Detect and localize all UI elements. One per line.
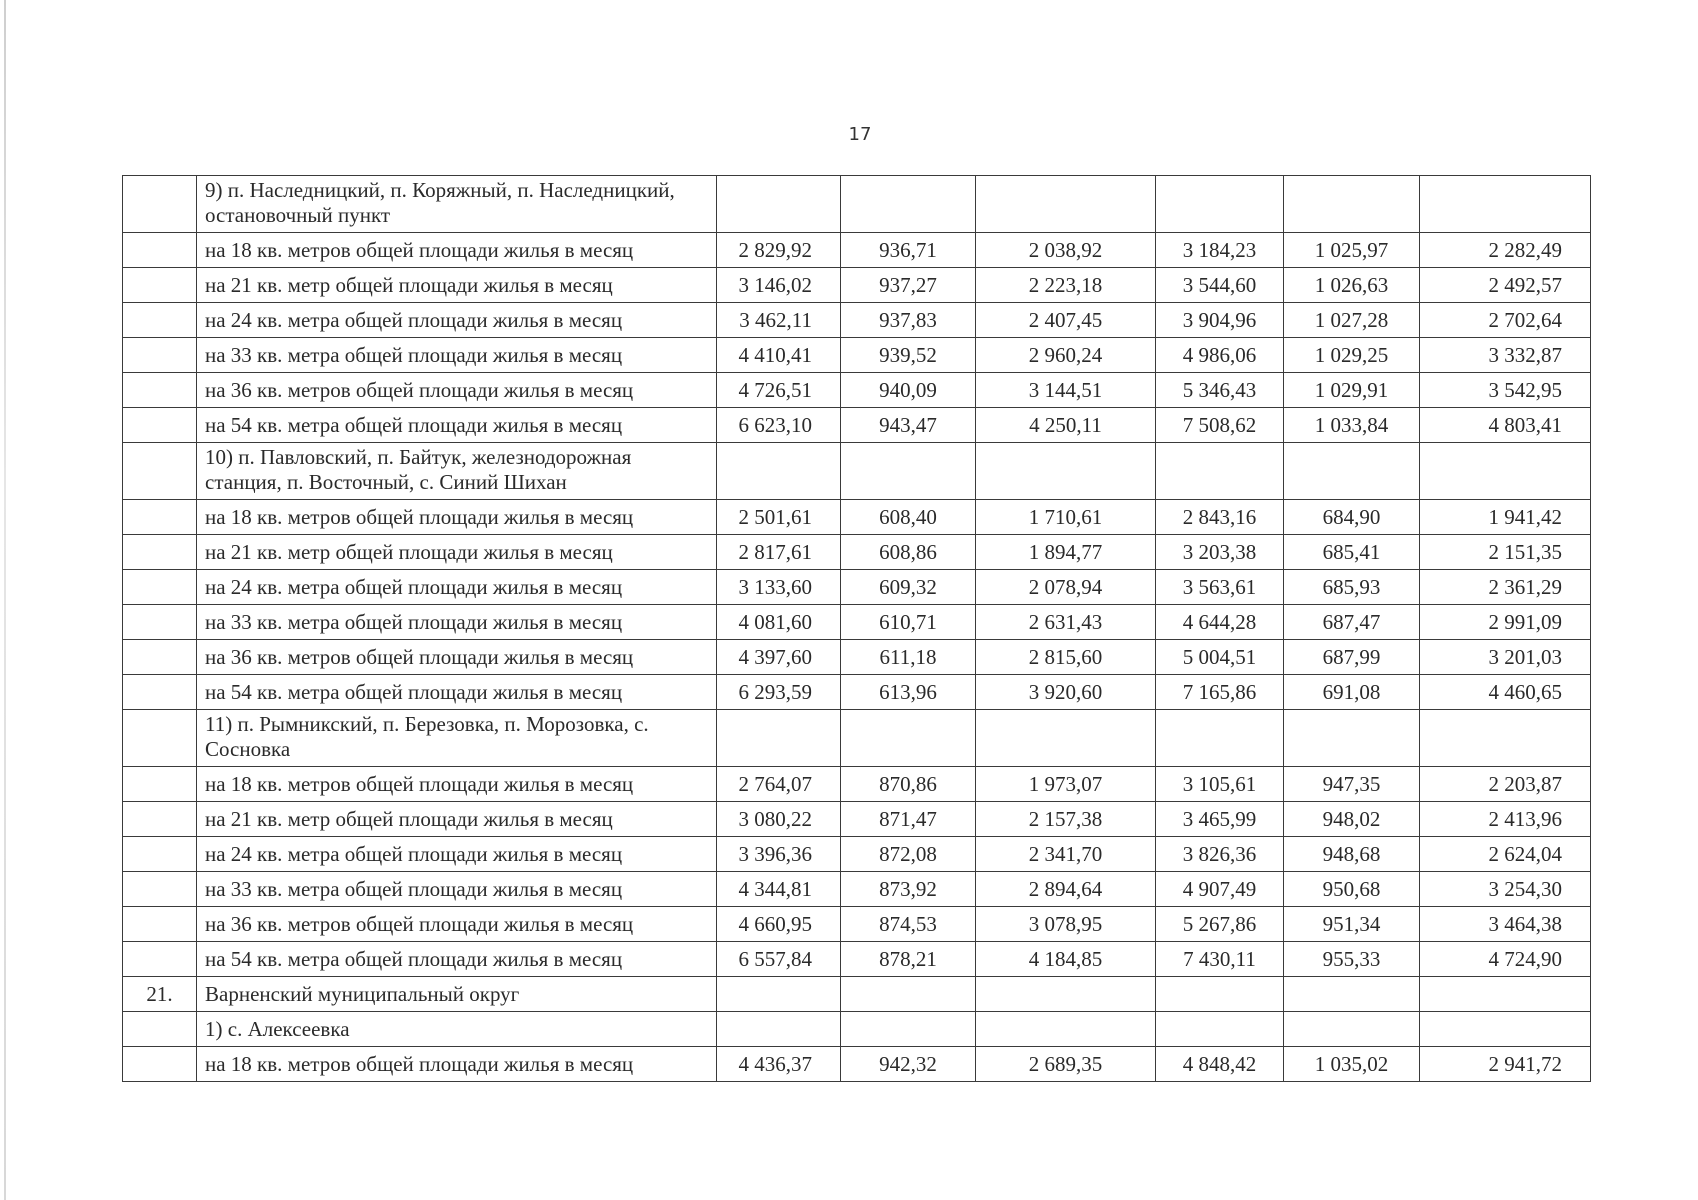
value-cell-col-2: 939,52 bbox=[841, 338, 976, 373]
value-cell-col-3: 4 250,11 bbox=[976, 408, 1156, 443]
value-cell-col-3: 2 038,92 bbox=[976, 233, 1156, 268]
table-body bbox=[123, 176, 1591, 1082]
row-label-cell: на 36 кв. метров общей площади жилья в месяц bbox=[197, 907, 717, 942]
row-label-cell: на 33 кв. метра общей площади жилья в месяц bbox=[197, 872, 717, 907]
value-cell-col-3: 2 894,64 bbox=[976, 872, 1156, 907]
value-cell-col-6: 2 702,64 bbox=[1420, 303, 1591, 338]
value-cell-col-1: 3 080,22 bbox=[717, 802, 841, 837]
value-cell-col-5 bbox=[1284, 977, 1420, 1012]
value-cell-col-3: 2 157,38 bbox=[976, 802, 1156, 837]
row-label-cell: на 54 кв. метра общей площади жилья в месяц bbox=[197, 675, 717, 710]
value-cell-col-5: 687,47 bbox=[1284, 605, 1420, 640]
page-number: 17 bbox=[848, 124, 872, 145]
value-cell-col-3: 2 223,18 bbox=[976, 268, 1156, 303]
value-cell-col-6: 2 361,29 bbox=[1420, 570, 1591, 605]
value-cell-col-1: 4 726,51 bbox=[717, 373, 841, 408]
table-row bbox=[123, 570, 1591, 605]
value-cell-col-2: 870,86 bbox=[841, 767, 976, 802]
value-cell-col-5 bbox=[1284, 443, 1420, 500]
value-cell-col-5: 1 025,97 bbox=[1284, 233, 1420, 268]
value-cell-col-3: 2 960,24 bbox=[976, 338, 1156, 373]
value-cell-col-4: 3 465,99 bbox=[1156, 802, 1284, 837]
value-cell-col-2: 873,92 bbox=[841, 872, 976, 907]
value-cell-col-5: 1 029,91 bbox=[1284, 373, 1420, 408]
value-cell-col-3: 1 710,61 bbox=[976, 500, 1156, 535]
value-cell-col-2 bbox=[841, 176, 976, 233]
row-number-cell bbox=[123, 570, 197, 605]
row-number-cell bbox=[123, 338, 197, 373]
value-cell-col-4: 7 430,11 bbox=[1156, 942, 1284, 977]
row-label-cell: на 21 кв. метр общей площади жилья в месяц bbox=[197, 535, 717, 570]
row-number-cell bbox=[123, 605, 197, 640]
value-cell-col-5 bbox=[1284, 1012, 1420, 1047]
row-label-cell: на 33 кв. метра общей площади жилья в месяц bbox=[197, 338, 717, 373]
value-cell-col-2: 610,71 bbox=[841, 605, 976, 640]
value-cell-col-4: 4 986,06 bbox=[1156, 338, 1284, 373]
row-number-cell bbox=[123, 837, 197, 872]
value-cell-col-6: 3 332,87 bbox=[1420, 338, 1591, 373]
row-number-cell bbox=[123, 710, 197, 767]
table-row bbox=[123, 872, 1591, 907]
value-cell-col-2: 936,71 bbox=[841, 233, 976, 268]
row-number-cell bbox=[123, 942, 197, 977]
value-cell-col-4: 5 004,51 bbox=[1156, 640, 1284, 675]
value-cell-col-6 bbox=[1420, 1012, 1591, 1047]
row-number-cell bbox=[123, 373, 197, 408]
value-cell-col-1: 3 133,60 bbox=[717, 570, 841, 605]
value-cell-col-1: 6 557,84 bbox=[717, 942, 841, 977]
value-cell-col-4: 3 826,36 bbox=[1156, 837, 1284, 872]
value-cell-col-2: 940,09 bbox=[841, 373, 976, 408]
table-row bbox=[123, 535, 1591, 570]
value-cell-col-2: 874,53 bbox=[841, 907, 976, 942]
table-row bbox=[123, 500, 1591, 535]
value-cell-col-5 bbox=[1284, 710, 1420, 767]
value-cell-col-2: 937,83 bbox=[841, 303, 976, 338]
value-cell-col-2: 943,47 bbox=[841, 408, 976, 443]
table-row bbox=[123, 767, 1591, 802]
value-cell-col-4: 3 184,23 bbox=[1156, 233, 1284, 268]
value-cell-col-5 bbox=[1284, 176, 1420, 233]
value-cell-col-1: 2 501,61 bbox=[717, 500, 841, 535]
table-row bbox=[123, 338, 1591, 373]
value-cell-col-2: 871,47 bbox=[841, 802, 976, 837]
table-row bbox=[123, 907, 1591, 942]
value-cell-col-5: 691,08 bbox=[1284, 675, 1420, 710]
value-cell-col-6: 3 254,30 bbox=[1420, 872, 1591, 907]
value-cell-col-6 bbox=[1420, 176, 1591, 233]
value-cell-col-4: 2 843,16 bbox=[1156, 500, 1284, 535]
row-number-cell bbox=[123, 675, 197, 710]
value-cell-col-4: 3 563,61 bbox=[1156, 570, 1284, 605]
value-cell-col-2 bbox=[841, 1012, 976, 1047]
tariff-table bbox=[122, 175, 1591, 1082]
value-cell-col-4: 4 644,28 bbox=[1156, 605, 1284, 640]
value-cell-col-2 bbox=[841, 977, 976, 1012]
value-cell-col-5: 1 029,25 bbox=[1284, 338, 1420, 373]
section-title-cell: 10) п. Павловский, п. Байтук, железнодорожная станция, п. Восточный, с. Синий Шихан bbox=[197, 443, 717, 500]
value-cell-col-4 bbox=[1156, 176, 1284, 233]
row-number-cell bbox=[123, 443, 197, 500]
table-row bbox=[123, 605, 1591, 640]
value-cell-col-2 bbox=[841, 443, 976, 500]
value-cell-col-5: 947,35 bbox=[1284, 767, 1420, 802]
value-cell-col-1: 2 764,07 bbox=[717, 767, 841, 802]
value-cell-col-6: 4 724,90 bbox=[1420, 942, 1591, 977]
value-cell-col-1 bbox=[717, 710, 841, 767]
value-cell-col-4 bbox=[1156, 977, 1284, 1012]
value-cell-col-1 bbox=[717, 443, 841, 500]
row-label-cell: 1) с. Алексеевка bbox=[197, 1012, 717, 1047]
value-cell-col-1: 4 397,60 bbox=[717, 640, 841, 675]
table-row bbox=[123, 233, 1591, 268]
value-cell-col-3 bbox=[976, 1012, 1156, 1047]
value-cell-col-4: 7 165,86 bbox=[1156, 675, 1284, 710]
value-cell-col-1: 3 396,36 bbox=[717, 837, 841, 872]
table-row bbox=[123, 303, 1591, 338]
value-cell-col-2: 872,08 bbox=[841, 837, 976, 872]
value-cell-col-3 bbox=[976, 443, 1156, 500]
value-cell-col-2 bbox=[841, 710, 976, 767]
row-number-cell bbox=[123, 268, 197, 303]
value-cell-col-2: 608,86 bbox=[841, 535, 976, 570]
table-row bbox=[123, 977, 1591, 1012]
value-cell-col-1 bbox=[717, 176, 841, 233]
value-cell-col-2: 611,18 bbox=[841, 640, 976, 675]
row-label-cell: на 24 кв. метра общей площади жилья в месяц bbox=[197, 303, 717, 338]
value-cell-col-2: 609,32 bbox=[841, 570, 976, 605]
value-cell-col-6: 2 941,72 bbox=[1420, 1047, 1591, 1082]
row-label-cell: на 24 кв. метра общей площади жилья в месяц bbox=[197, 570, 717, 605]
value-cell-col-1: 2 829,92 bbox=[717, 233, 841, 268]
row-number-cell bbox=[123, 408, 197, 443]
row-label-cell: на 36 кв. метров общей площади жилья в месяц bbox=[197, 373, 717, 408]
value-cell-col-5: 1 027,28 bbox=[1284, 303, 1420, 338]
value-cell-col-3: 2 341,70 bbox=[976, 837, 1156, 872]
row-label-cell: на 21 кв. метр общей площади жилья в месяц bbox=[197, 802, 717, 837]
value-cell-col-6: 2 413,96 bbox=[1420, 802, 1591, 837]
value-cell-col-1 bbox=[717, 1012, 841, 1047]
value-cell-col-5: 687,99 bbox=[1284, 640, 1420, 675]
value-cell-col-4: 3 904,96 bbox=[1156, 303, 1284, 338]
value-cell-col-5: 684,90 bbox=[1284, 500, 1420, 535]
value-cell-col-2: 878,21 bbox=[841, 942, 976, 977]
value-cell-col-4: 3 105,61 bbox=[1156, 767, 1284, 802]
value-cell-col-1: 4 410,41 bbox=[717, 338, 841, 373]
value-cell-col-6 bbox=[1420, 443, 1591, 500]
value-cell-col-1: 6 293,59 bbox=[717, 675, 841, 710]
value-cell-col-5: 1 033,84 bbox=[1284, 408, 1420, 443]
value-cell-col-4: 3 544,60 bbox=[1156, 268, 1284, 303]
table-row bbox=[123, 1012, 1591, 1047]
row-number-cell bbox=[123, 872, 197, 907]
value-cell-col-3: 3 144,51 bbox=[976, 373, 1156, 408]
value-cell-col-6: 2 151,35 bbox=[1420, 535, 1591, 570]
value-cell-col-5: 951,34 bbox=[1284, 907, 1420, 942]
value-cell-col-3 bbox=[976, 176, 1156, 233]
value-cell-col-6: 3 542,95 bbox=[1420, 373, 1591, 408]
value-cell-col-3 bbox=[976, 710, 1156, 767]
value-cell-col-1: 6 623,10 bbox=[717, 408, 841, 443]
value-cell-col-3: 2 407,45 bbox=[976, 303, 1156, 338]
value-cell-col-1: 4 660,95 bbox=[717, 907, 841, 942]
row-number-cell: 21. bbox=[123, 977, 197, 1012]
table-row bbox=[123, 837, 1591, 872]
value-cell-col-4: 4 848,42 bbox=[1156, 1047, 1284, 1082]
value-cell-col-5: 685,41 bbox=[1284, 535, 1420, 570]
row-label-cell: на 18 кв. метров общей площади жилья в месяц bbox=[197, 767, 717, 802]
value-cell-col-3: 2 689,35 bbox=[976, 1047, 1156, 1082]
value-cell-col-5: 948,68 bbox=[1284, 837, 1420, 872]
section-title-cell: 11) п. Рымникский, п. Березовка, п. Морозовка, с. Сосновка bbox=[197, 710, 717, 767]
value-cell-col-6: 4 460,65 bbox=[1420, 675, 1591, 710]
value-cell-col-4: 3 203,38 bbox=[1156, 535, 1284, 570]
row-number-cell bbox=[123, 176, 197, 233]
value-cell-col-3: 4 184,85 bbox=[976, 942, 1156, 977]
table-row bbox=[123, 1047, 1591, 1082]
value-cell-col-3: 3 078,95 bbox=[976, 907, 1156, 942]
section-title-cell: 9) п. Наследницкий, п. Коряжный, п. Наследницкий, остановочный пункт bbox=[197, 176, 717, 233]
value-cell-col-3: 1 894,77 bbox=[976, 535, 1156, 570]
row-label-cell: Варненский муниципальный округ bbox=[197, 977, 717, 1012]
value-cell-col-4 bbox=[1156, 710, 1284, 767]
value-cell-col-6: 1 941,42 bbox=[1420, 500, 1591, 535]
row-label-cell: на 24 кв. метра общей площади жилья в месяц bbox=[197, 837, 717, 872]
value-cell-col-5: 685,93 bbox=[1284, 570, 1420, 605]
row-number-cell bbox=[123, 1012, 197, 1047]
value-cell-col-3: 2 078,94 bbox=[976, 570, 1156, 605]
value-cell-col-5: 1 035,02 bbox=[1284, 1047, 1420, 1082]
value-cell-col-5: 948,02 bbox=[1284, 802, 1420, 837]
value-cell-col-2: 937,27 bbox=[841, 268, 976, 303]
row-number-cell bbox=[123, 1047, 197, 1082]
row-label-cell: на 18 кв. метров общей площади жилья в месяц bbox=[197, 1047, 717, 1082]
value-cell-col-1: 3 146,02 bbox=[717, 268, 841, 303]
value-cell-col-4: 5 267,86 bbox=[1156, 907, 1284, 942]
value-cell-col-6: 3 201,03 bbox=[1420, 640, 1591, 675]
value-cell-col-4: 7 508,62 bbox=[1156, 408, 1284, 443]
value-cell-col-6: 2 282,49 bbox=[1420, 233, 1591, 268]
table-section-row bbox=[123, 443, 1591, 500]
row-label-cell: на 54 кв. метра общей площади жилья в месяц bbox=[197, 408, 717, 443]
value-cell-col-6: 3 464,38 bbox=[1420, 907, 1591, 942]
value-cell-col-2: 942,32 bbox=[841, 1047, 976, 1082]
value-cell-col-1 bbox=[717, 977, 841, 1012]
table-row bbox=[123, 640, 1591, 675]
value-cell-col-6: 2 203,87 bbox=[1420, 767, 1591, 802]
value-cell-col-6: 2 624,04 bbox=[1420, 837, 1591, 872]
table-row bbox=[123, 675, 1591, 710]
row-number-cell bbox=[123, 233, 197, 268]
row-number-cell bbox=[123, 767, 197, 802]
table-row bbox=[123, 802, 1591, 837]
value-cell-col-3 bbox=[976, 977, 1156, 1012]
row-number-cell bbox=[123, 500, 197, 535]
value-cell-col-1: 4 081,60 bbox=[717, 605, 841, 640]
table-row bbox=[123, 942, 1591, 977]
value-cell-col-6 bbox=[1420, 710, 1591, 767]
table-section-row bbox=[123, 176, 1591, 233]
table-row bbox=[123, 408, 1591, 443]
value-cell-col-1: 2 817,61 bbox=[717, 535, 841, 570]
value-cell-col-2: 608,40 bbox=[841, 500, 976, 535]
table-section-row bbox=[123, 710, 1591, 767]
row-number-cell bbox=[123, 802, 197, 837]
row-number-cell bbox=[123, 535, 197, 570]
value-cell-col-1: 4 436,37 bbox=[717, 1047, 841, 1082]
value-cell-col-6: 2 991,09 bbox=[1420, 605, 1591, 640]
value-cell-col-4: 5 346,43 bbox=[1156, 373, 1284, 408]
table-row bbox=[123, 268, 1591, 303]
row-label-cell: на 54 кв. метра общей площади жилья в месяц bbox=[197, 942, 717, 977]
value-cell-col-3: 2 631,43 bbox=[976, 605, 1156, 640]
row-number-cell bbox=[123, 907, 197, 942]
value-cell-col-3: 1 973,07 bbox=[976, 767, 1156, 802]
value-cell-col-5: 950,68 bbox=[1284, 872, 1420, 907]
scan-edge-line bbox=[4, 0, 6, 1200]
row-label-cell: на 33 кв. метра общей площади жилья в месяц bbox=[197, 605, 717, 640]
table-row bbox=[123, 373, 1591, 408]
row-label-cell: на 36 кв. метров общей площади жилья в месяц bbox=[197, 640, 717, 675]
value-cell-col-6 bbox=[1420, 977, 1591, 1012]
value-cell-col-1: 4 344,81 bbox=[717, 872, 841, 907]
row-number-cell bbox=[123, 303, 197, 338]
row-label-cell: на 21 кв. метр общей площади жилья в месяц bbox=[197, 268, 717, 303]
value-cell-col-5: 955,33 bbox=[1284, 942, 1420, 977]
value-cell-col-6: 4 803,41 bbox=[1420, 408, 1591, 443]
value-cell-col-4: 4 907,49 bbox=[1156, 872, 1284, 907]
value-cell-col-3: 3 920,60 bbox=[976, 675, 1156, 710]
value-cell-col-5: 1 026,63 bbox=[1284, 268, 1420, 303]
value-cell-col-1: 3 462,11 bbox=[717, 303, 841, 338]
value-cell-col-3: 2 815,60 bbox=[976, 640, 1156, 675]
value-cell-col-4 bbox=[1156, 1012, 1284, 1047]
row-label-cell: на 18 кв. метров общей площади жилья в месяц bbox=[197, 500, 717, 535]
value-cell-col-6: 2 492,57 bbox=[1420, 268, 1591, 303]
row-number-cell bbox=[123, 640, 197, 675]
value-cell-col-4 bbox=[1156, 443, 1284, 500]
row-label-cell: на 18 кв. метров общей площади жилья в месяц bbox=[197, 233, 717, 268]
value-cell-col-2: 613,96 bbox=[841, 675, 976, 710]
